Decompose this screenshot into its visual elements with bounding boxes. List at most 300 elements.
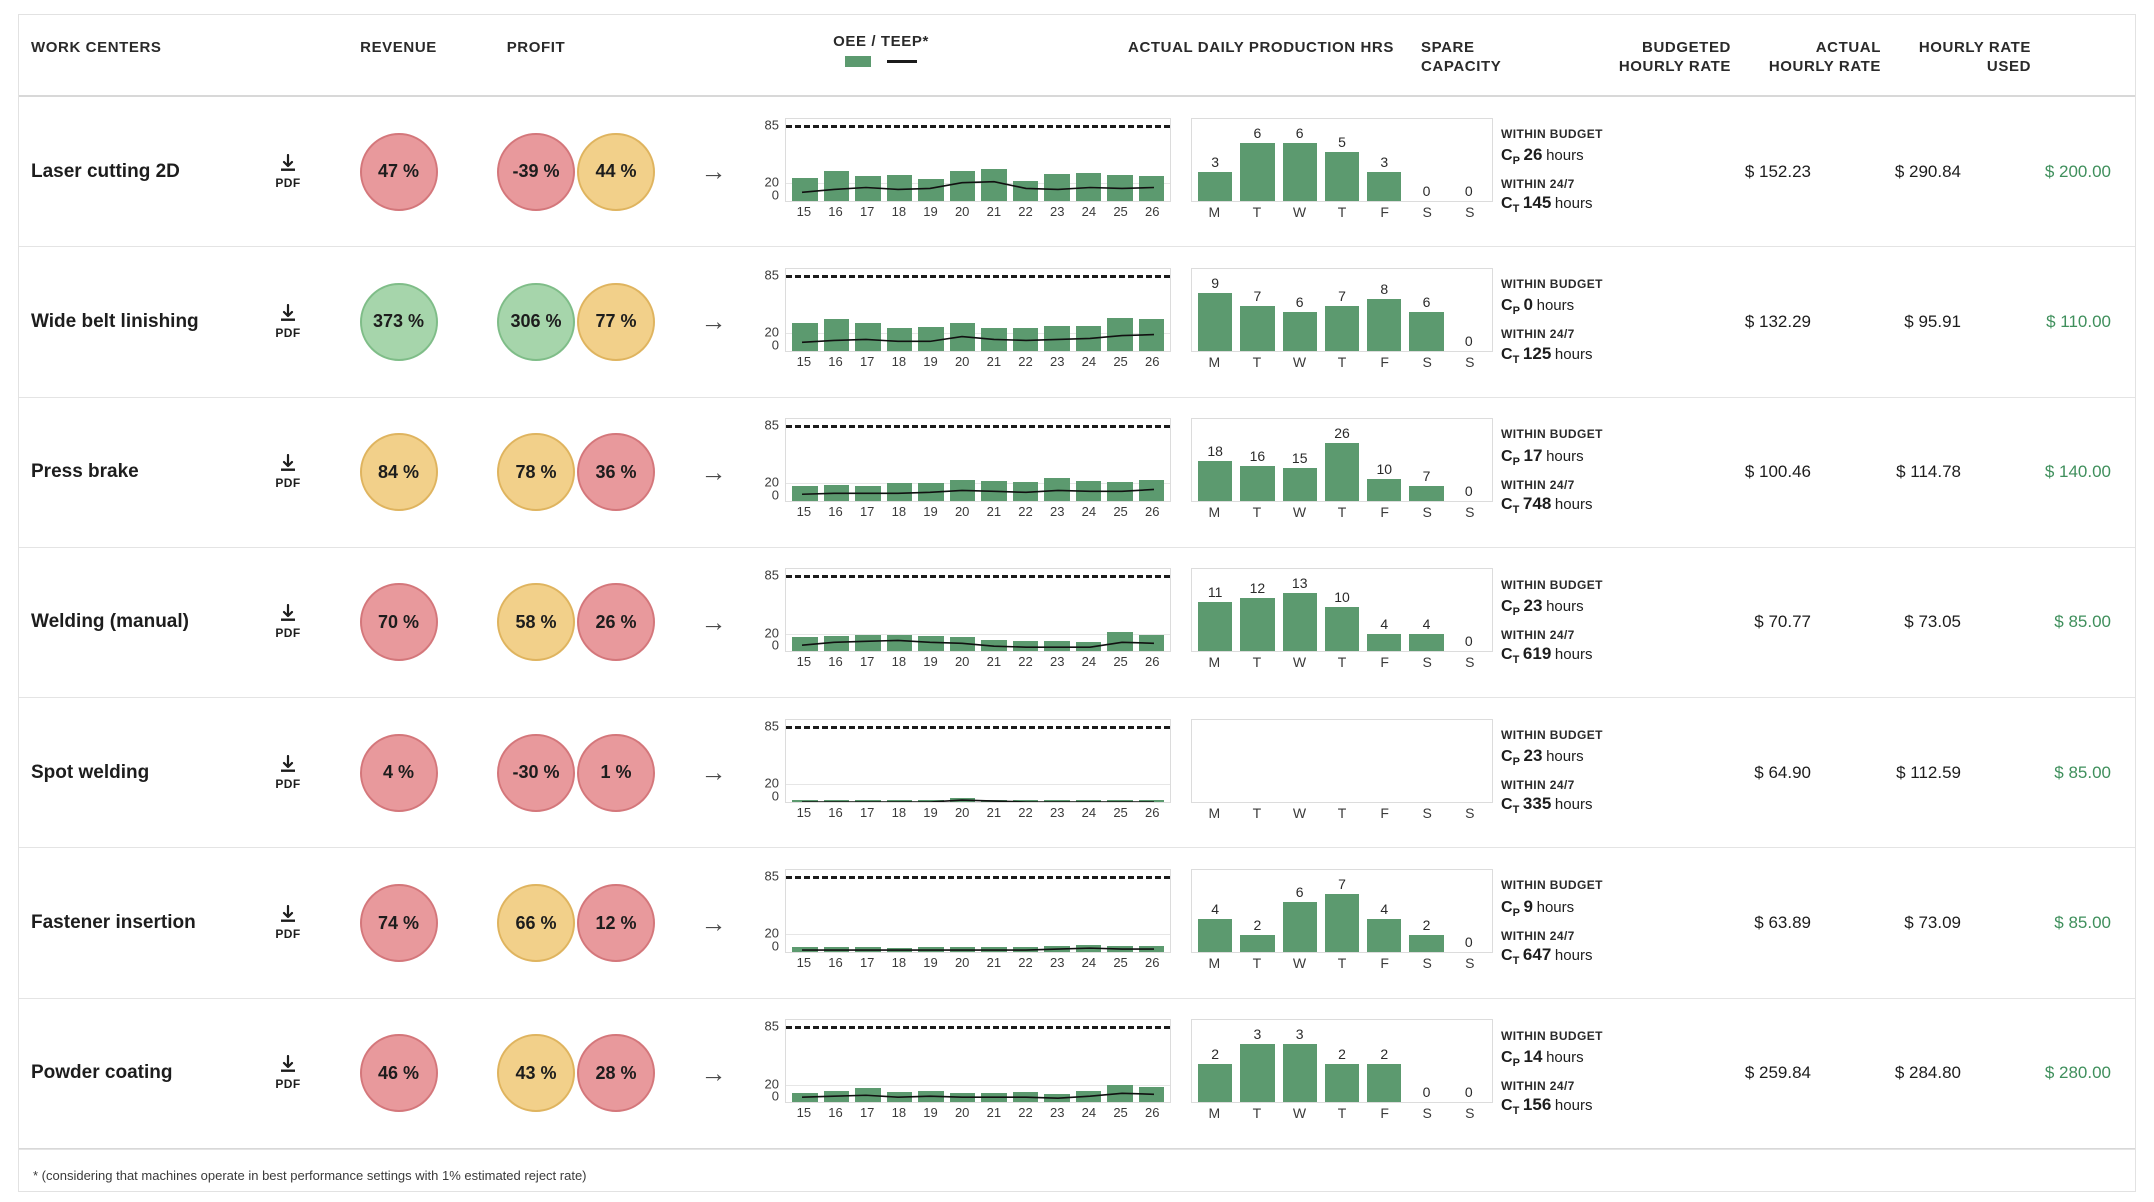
within-247-label: WITHIN 24/7 <box>1501 477 1575 492</box>
cp-symbol: $C_P$ <box>1501 898 1520 919</box>
day-label: T <box>1337 504 1347 521</box>
oee-cell <box>546 133 686 211</box>
oee-x-label: 21 <box>986 504 1002 520</box>
table-row[interactable] <box>19 698 2135 848</box>
within-247-label: WITHIN 24/7 <box>1501 327 1575 342</box>
cp-unit: hours <box>1536 297 1575 315</box>
daily-bar <box>1198 1064 1232 1103</box>
oee-x-label: 22 <box>1018 504 1033 520</box>
arrow-icon: → <box>700 156 727 187</box>
daily-column <box>1452 1020 1486 1102</box>
day-label: W <box>1292 1105 1307 1122</box>
oee-x-label: 20 <box>954 203 970 219</box>
oee-x-label: 24 <box>1081 353 1097 369</box>
oee-badge: 1 % <box>577 734 655 812</box>
oee-y-axis <box>741 719 783 803</box>
daily-value-label: 6 <box>1295 124 1304 141</box>
daily-bar <box>1283 143 1317 201</box>
hourly-rate-used: $ 280.00 <box>2044 1063 2111 1083</box>
daily-value-label: 4 <box>1380 900 1389 917</box>
day-label: M <box>1208 504 1221 521</box>
oee-x-label: 20 <box>954 1105 970 1121</box>
daily-bar <box>1240 466 1274 502</box>
daily-value-label: 9 <box>1211 274 1220 291</box>
ct-value: 145 <box>1522 193 1552 213</box>
within-247-label: WITHIN 24/7 <box>1501 1078 1575 1093</box>
cp-value-row <box>1501 595 1661 620</box>
daily-bar <box>1198 293 1232 351</box>
daily-plot <box>1191 268 1493 352</box>
daily-x-labels <box>1191 504 1493 520</box>
download-pdf-button[interactable] <box>259 154 317 190</box>
table-row[interactable] <box>19 548 2135 698</box>
day-label: S <box>1422 1105 1432 1122</box>
budgeted-hourly-rate: $ 64.90 <box>1754 762 1811 782</box>
daily-bar <box>1325 443 1359 501</box>
daily-value-label: 16 <box>1249 447 1266 464</box>
profit-badge: 43 % <box>497 1034 575 1112</box>
oee-x-label: 18 <box>891 804 907 820</box>
within-247-label: WITHIN 24/7 <box>1501 778 1575 793</box>
oee-x-label: 23 <box>1049 1105 1065 1121</box>
revenue-badge: 47 % <box>360 133 438 211</box>
download-pdf-button[interactable] <box>259 1055 317 1091</box>
hourly-rate-used: $ 85.00 <box>2054 612 2111 632</box>
ct-value: 335 <box>1522 794 1552 814</box>
day-label: M <box>1208 203 1221 220</box>
oee-plot <box>785 719 1171 803</box>
ct-value: 748 <box>1522 493 1552 513</box>
oee-target-line <box>786 876 1170 879</box>
daily-chart-cell <box>1181 1019 1501 1127</box>
ct-value-row <box>1501 1094 1661 1119</box>
oee-cell <box>546 283 686 361</box>
daily-value-label: 10 <box>1376 460 1393 477</box>
oee-x-label: 18 <box>891 1105 907 1121</box>
ct-value-row <box>1501 343 1661 368</box>
budgeted-hourly-rate: $ 63.89 <box>1754 913 1811 933</box>
download-pdf-button[interactable] <box>259 604 317 640</box>
oee-x-label: 23 <box>1049 955 1065 971</box>
daily-value-label: 2 <box>1338 1045 1346 1062</box>
daily-value-label: 11 <box>1207 584 1223 601</box>
oee-chart-cell <box>741 719 1181 827</box>
daily-value-label: 2 <box>1380 1045 1389 1062</box>
table-row[interactable] <box>19 848 2135 998</box>
daily-chart-cell <box>1181 268 1501 376</box>
daily-plot <box>1191 719 1493 803</box>
revenue-badge: 4 % <box>360 734 438 812</box>
daily-column <box>1240 119 1274 201</box>
header-daily-production: ACTUAL DAILY PRODUCTION HRS <box>1128 39 1394 56</box>
oee-plot <box>785 568 1171 652</box>
ct-symbol: $C_T$ <box>1501 195 1520 216</box>
ct-symbol: $C_T$ <box>1501 345 1520 366</box>
daily-column <box>1409 1020 1443 1102</box>
oee-x-label: 15 <box>796 1105 812 1121</box>
daily-column <box>1283 419 1317 501</box>
table-row[interactable] <box>19 247 2135 397</box>
oee-badge: 36 % <box>577 433 655 511</box>
daily-chart-cell <box>1181 568 1501 676</box>
daily-column <box>1283 720 1317 802</box>
day-label: S <box>1465 203 1475 220</box>
cp-value-row <box>1501 1046 1661 1071</box>
daily-column <box>1283 569 1317 651</box>
oee-y-tick: 85 <box>764 1018 779 1034</box>
day-label: T <box>1337 1105 1347 1122</box>
budgeted-hourly-rate: $ 259.84 <box>1744 1063 1811 1083</box>
oee-x-label: 23 <box>1049 504 1065 520</box>
pdf-label: PDF <box>275 626 301 641</box>
daily-chart-cell <box>1181 869 1501 977</box>
cp-value: 14 <box>1523 1046 1543 1066</box>
daily-x-labels <box>1191 654 1493 670</box>
daily-bar <box>1367 479 1401 501</box>
oee-x-label: 24 <box>1081 804 1097 820</box>
daily-column <box>1198 569 1232 651</box>
oee-x-labels <box>785 955 1171 970</box>
daily-value-label: 2 <box>1422 917 1431 934</box>
oee-plot <box>785 118 1171 202</box>
daily-production-chart <box>1181 418 1493 526</box>
daily-bar <box>1240 306 1274 351</box>
daily-bar <box>1325 306 1359 351</box>
ct-symbol: $C_T$ <box>1501 796 1520 817</box>
daily-production-chart <box>1181 568 1493 676</box>
oee-x-label: 17 <box>859 1105 875 1121</box>
within-247-label: WITHIN 24/7 <box>1501 177 1575 192</box>
daily-column <box>1240 269 1274 351</box>
oee-y-tick: 85 <box>764 267 779 283</box>
oee-x-label: 15 <box>796 504 812 520</box>
footnote: * (considering that machines operate in best performance settings with 1% estimated reject rate) <box>19 1149 2135 1191</box>
ct-unit: hours <box>1554 1097 1593 1115</box>
daily-column <box>1409 720 1443 802</box>
work-center-name: Wide belt linishing <box>31 310 199 332</box>
cp-unit: hours <box>1546 597 1584 615</box>
daily-bar <box>1409 486 1443 502</box>
daily-value-label: 7 <box>1338 287 1346 304</box>
day-label: T <box>1252 955 1262 972</box>
oee-plot <box>785 418 1171 502</box>
daily-column <box>1325 569 1359 651</box>
day-label: F <box>1380 804 1389 821</box>
daily-column <box>1283 119 1317 201</box>
header-work-centers: WORK CENTERS <box>31 39 162 56</box>
header-spare-line1: SPARE <box>1421 39 1475 56</box>
oee-badge: 44 % <box>577 133 655 211</box>
legend-oee-swatch-icon <box>845 56 871 67</box>
pdf-label: PDF <box>275 175 301 190</box>
teep-line <box>786 870 1170 952</box>
revenue-badge: 74 % <box>360 884 438 962</box>
oee-plot <box>785 869 1171 953</box>
oee-target-line <box>786 125 1170 128</box>
hourly-rate-used: $ 85.00 <box>2054 913 2111 933</box>
cp-symbol: $C_P$ <box>1501 297 1520 318</box>
oee-x-label: 19 <box>923 203 938 219</box>
daily-value-label: 0 <box>1464 182 1473 199</box>
daily-value-label: 2 <box>1211 1045 1220 1062</box>
oee-x-label: 20 <box>954 955 970 971</box>
daily-column <box>1325 870 1359 952</box>
daily-x-labels <box>1191 955 1493 971</box>
oee-x-label: 26 <box>1144 1105 1160 1121</box>
day-label: F <box>1380 1105 1389 1122</box>
daily-production-chart <box>1181 869 1493 977</box>
daily-column <box>1325 419 1359 501</box>
revenue-badge: 46 % <box>360 1034 438 1112</box>
cp-value: 17 <box>1523 445 1543 465</box>
daily-value-label: 6 <box>1422 294 1431 311</box>
oee-x-label: 19 <box>923 654 938 670</box>
day-label: T <box>1252 1105 1262 1122</box>
day-label: S <box>1465 1105 1475 1122</box>
day-label: S <box>1422 654 1432 671</box>
cp-symbol: $C_P$ <box>1501 748 1520 769</box>
cp-value: 23 <box>1523 595 1543 615</box>
oee-x-label: 18 <box>891 504 907 520</box>
daily-column <box>1325 1020 1359 1102</box>
oee-y-tick: 20 <box>764 324 779 340</box>
budgeted-hourly-rate: $ 100.46 <box>1744 462 1811 482</box>
daily-column <box>1325 269 1359 351</box>
oee-y-axis <box>741 418 783 502</box>
oee-y-tick: 0 <box>771 1088 779 1104</box>
day-label: T <box>1252 804 1262 821</box>
work-center-name: Fastener insertion <box>31 912 196 934</box>
daily-bar <box>1325 607 1359 652</box>
daily-column <box>1409 269 1443 351</box>
oee-x-label: 19 <box>923 1105 938 1121</box>
oee-x-label: 19 <box>923 504 938 520</box>
download-pdf-button[interactable] <box>259 304 317 340</box>
oee-y-tick: 20 <box>764 925 779 941</box>
day-label: T <box>1337 654 1347 671</box>
daily-plot <box>1191 418 1493 502</box>
oee-y-axis <box>741 268 783 352</box>
actual-hourly-rate: $ 112.59 <box>1896 762 1961 782</box>
oee-x-labels <box>785 1105 1171 1120</box>
ct-value: 156 <box>1522 1095 1552 1115</box>
oee-x-label: 24 <box>1081 955 1097 971</box>
actual-hourly-rate: $ 114.78 <box>1896 462 1961 482</box>
daily-production-chart <box>1181 719 1493 827</box>
revenue-cell <box>331 884 466 962</box>
daily-column <box>1409 119 1443 201</box>
oee-x-label: 23 <box>1049 353 1065 369</box>
daily-column <box>1367 119 1401 201</box>
oee-x-label: 24 <box>1081 1105 1097 1121</box>
oee-x-label: 24 <box>1081 654 1097 670</box>
oee-chart-cell <box>741 418 1181 526</box>
cp-value: 9 <box>1523 896 1533 916</box>
ct-value-row <box>1501 643 1661 668</box>
oee-badge: 28 % <box>577 1034 655 1112</box>
revenue-badge: 373 % <box>360 283 438 361</box>
oee-x-label: 19 <box>923 804 938 820</box>
day-label: T <box>1252 504 1262 521</box>
daily-bar <box>1198 919 1232 952</box>
ct-symbol: $C_T$ <box>1501 646 1520 667</box>
legend-teep-swatch-icon <box>887 60 917 63</box>
oee-x-label: 17 <box>859 804 875 820</box>
oee-x-label: 26 <box>1144 654 1160 670</box>
within-247-label: WITHIN 24/7 <box>1501 928 1575 943</box>
download-pdf-button[interactable] <box>259 905 317 941</box>
spare-capacity-cell <box>1501 126 1661 217</box>
hourly-rate-used: $ 140.00 <box>2044 462 2111 482</box>
header-oee-label: OEE / TEEP* <box>833 33 929 50</box>
within-budget-label: WITHIN BUDGET <box>1501 427 1603 442</box>
daily-column <box>1452 720 1486 802</box>
download-pdf-button[interactable] <box>259 755 317 791</box>
arrow-icon: → <box>700 456 727 487</box>
ct-symbol: $C_T$ <box>1501 495 1520 517</box>
actual-hourly-rate: $ 73.09 <box>1904 913 1961 933</box>
oee-x-label: 25 <box>1113 654 1128 670</box>
daily-production-chart <box>1181 1019 1493 1127</box>
daily-column <box>1325 720 1359 802</box>
oee-cell <box>546 1034 686 1112</box>
daily-column <box>1283 1020 1317 1102</box>
day-label: M <box>1208 1105 1221 1122</box>
day-label: T <box>1337 804 1347 821</box>
work-center-table <box>18 14 2136 1192</box>
arrow-icon: → <box>700 1057 727 1088</box>
oee-y-tick: 85 <box>764 117 779 133</box>
day-label: T <box>1252 203 1262 220</box>
within-budget-label: WITHIN BUDGET <box>1501 277 1603 292</box>
profit-badge: 66 % <box>497 884 575 962</box>
day-label: S <box>1465 353 1475 370</box>
header-used-line2: USED <box>1986 57 2031 75</box>
oee-x-label: 22 <box>1018 955 1033 971</box>
daily-value-label: 0 <box>1464 483 1473 500</box>
oee-plot <box>785 268 1171 352</box>
oee-x-label: 21 <box>986 203 1002 219</box>
oee-cell <box>546 583 686 661</box>
daily-column <box>1240 569 1274 651</box>
oee-x-label: 18 <box>891 353 907 369</box>
daily-production-chart <box>1181 118 1493 226</box>
daily-value-label: 4 <box>1422 615 1431 632</box>
header-spacer <box>606 15 661 39</box>
daily-value-label: 7 <box>1253 287 1262 304</box>
budgeted-hourly-rate: $ 152.23 <box>1744 161 1811 181</box>
oee-x-labels <box>785 805 1171 820</box>
daily-column <box>1367 569 1401 651</box>
oee-y-tick: 0 <box>771 637 779 653</box>
daily-bar <box>1367 919 1401 952</box>
oee-cell <box>546 884 686 962</box>
table-row[interactable] <box>19 398 2135 548</box>
daily-value-label: 0 <box>1464 1084 1473 1101</box>
arrow-icon: → <box>700 757 727 788</box>
oee-x-label: 15 <box>796 654 812 670</box>
daily-column <box>1240 419 1274 501</box>
daily-value-label: 3 <box>1380 153 1389 170</box>
daily-value-label: 0 <box>1422 1084 1431 1101</box>
oee-x-label: 20 <box>954 504 970 520</box>
oee-x-label: 18 <box>891 654 907 670</box>
day-label: S <box>1465 654 1475 671</box>
oee-plot <box>785 1019 1171 1103</box>
day-label: T <box>1252 654 1262 671</box>
daily-value-label: 3 <box>1295 1026 1304 1043</box>
oee-x-label: 21 <box>986 353 1002 369</box>
daily-value-label: 4 <box>1380 615 1389 632</box>
daily-column <box>1409 569 1443 651</box>
daily-bar <box>1409 935 1443 952</box>
ct-symbol: $C_T$ <box>1501 1097 1520 1118</box>
day-label: M <box>1208 804 1221 821</box>
oee-x-label: 16 <box>828 203 843 219</box>
daily-bar <box>1325 894 1359 952</box>
oee-y-tick: 0 <box>771 187 779 203</box>
ct-symbol: $C_T$ <box>1501 946 1520 967</box>
actual-hourly-rate: $ 284.80 <box>1894 1063 1961 1083</box>
oee-y-axis <box>741 568 783 652</box>
oee-chart <box>741 118 1171 226</box>
cp-symbol: $C_P$ <box>1501 447 1520 468</box>
oee-y-tick: 0 <box>771 487 779 503</box>
header-actual-rate <box>1731 15 1881 77</box>
daily-bar <box>1367 172 1401 201</box>
table-row[interactable] <box>19 999 2135 1149</box>
daily-production-chart <box>1181 268 1493 376</box>
work-center-name: Powder coating <box>31 1062 173 1084</box>
daily-plot <box>1191 869 1493 953</box>
revenue-badge: 84 % <box>360 433 438 511</box>
oee-x-label: 22 <box>1018 203 1033 219</box>
table-row[interactable] <box>19 97 2135 247</box>
day-label: S <box>1465 804 1475 821</box>
ct-value: 647 <box>1522 944 1552 964</box>
oee-y-axis <box>741 118 783 202</box>
download-pdf-button[interactable] <box>259 454 317 490</box>
ct-unit: hours <box>1554 796 1593 814</box>
ct-value-row <box>1501 192 1661 217</box>
oee-badge: 26 % <box>577 583 655 661</box>
oee-y-tick: 0 <box>771 788 779 804</box>
daily-bar <box>1409 312 1443 351</box>
header-spare-line2: CAPACITY <box>1421 57 1502 75</box>
profit-badge: -39 % <box>497 133 575 211</box>
within-247-label: WITHIN 24/7 <box>1501 627 1575 642</box>
oee-y-tick: 20 <box>764 775 779 791</box>
daily-bar <box>1198 602 1232 651</box>
ct-unit: hours <box>1554 495 1593 513</box>
oee-target-line <box>786 275 1170 278</box>
cp-unit: hours <box>1546 748 1584 766</box>
oee-chart-cell <box>741 118 1181 226</box>
daily-column <box>1198 119 1232 201</box>
oee-x-label: 18 <box>891 955 907 971</box>
daily-x-labels <box>1191 1105 1493 1121</box>
daily-bar <box>1283 593 1317 651</box>
oee-x-labels <box>785 204 1171 219</box>
daily-column <box>1198 870 1232 952</box>
daily-value-label: 7 <box>1338 876 1346 893</box>
daily-column <box>1452 870 1486 952</box>
work-center-cell <box>31 755 331 791</box>
pdf-label: PDF <box>275 776 301 791</box>
oee-x-label: 17 <box>859 955 875 971</box>
ct-value-row <box>1501 493 1661 518</box>
oee-x-labels <box>785 654 1171 669</box>
